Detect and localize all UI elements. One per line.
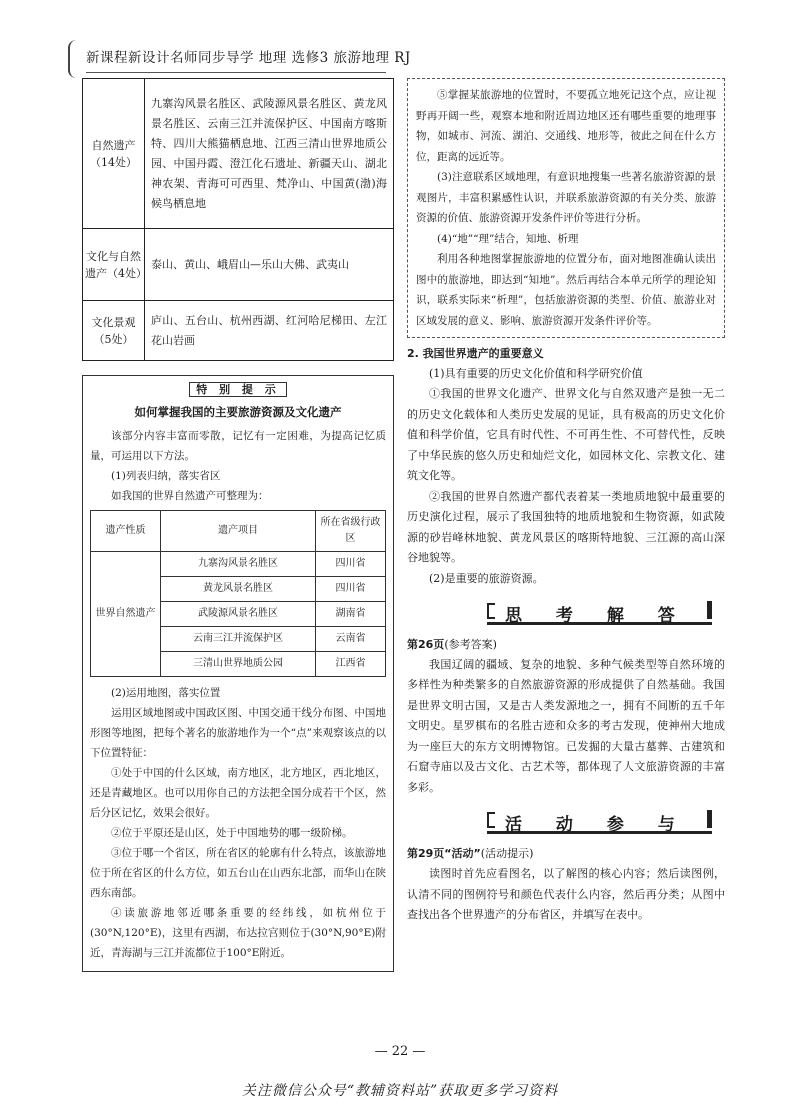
table-cell-item: 云南三江并流保护区 [161,627,316,652]
activity-heading [407,844,725,864]
tip-method-1-desc: 如我国的世界自然遗产可整理为： [111,490,269,502]
section-2-para-1: ①我国的世界文化遗产、世界文化与自然双遗产是独一无二的历史文化载体和人类历史发展的见证，具有极高的历史文化价值和科学价值，它具有时代性、不可再生性、不可替代性，反映了中华民族的悠久历史和灿烂文化，如园林文化、宗教文化、建筑文化等。 [407,387,725,482]
answer-text: 我国辽阔的疆域、复杂的地貌、多种气候类型等自然环境的多样性为种类繁多的自然旅游资源的形成提供了自然基础。我国是世界文明古国，又是古人类发源地之一，拥有不间断的五千年文明史。星罗棋布的名胜古迹和众多的考古发现，使神州大地成为一座巨大的东方文明博物馆。已发掘的大量古墓葬、古建筑和石窟寺庙以及古文化、古艺术等，都体现了人文旅游资源的丰富多彩。 [407,657,725,794]
banner-think-answer [487,601,712,625]
answer-note: (参考答案) [444,637,497,651]
header-bracket [68,40,78,78]
table-header: 遗产性质 [91,511,161,552]
answer-page: 第26页 [407,637,445,651]
table-row [83,79,394,229]
tip-method-2: (2)运用地图，落实位置 [111,687,221,699]
tip-method-3: (3)注意联系区域地理，有意识地搜集一些著名旅游资源的景观图片，丰富积累感性认识，并联系旅游资源的有关分类、旅游资源的价值、旅游资源开发条件评价等进行分析。 [416,171,716,224]
banner-bar-icon [707,810,712,828]
tip-method-1: (1)列表归纳，落实省区 [111,470,221,482]
table-cell-province: 云南省 [316,627,386,652]
banner-activity [487,810,712,834]
table-cell-province: 四川省 [316,552,386,577]
tip-title: 如何掌握我国的主要旅游资源及文化遗产 [134,405,342,419]
section-2-sub-1: (1)具有重要的历史文化价值和科学研究价值 [429,367,643,380]
page-header [72,40,732,80]
tip-method-4-desc: 利用各种地图掌握旅游地的位置分布，面对地图准确认读出图中的旅游地，即达到“知地”。然后再结合本单元所学的理论知识，联系实际来“析理”，包括旅游资源的类型、价值、旅游业对区域发展的意义、影响、旅游资源开发条件评价等。 [416,253,716,327]
table-cell-category: 文化景观（5处） [83,301,145,361]
special-tip-box [82,375,394,972]
natural-heritage-table [90,510,386,677]
table-row [83,229,394,301]
footer-note: 关注微信公众号“教辅资料站”获取更多学习资料 [241,1083,559,1099]
table-cell-province: 四川省 [316,577,386,602]
table-row [91,552,386,577]
table-cell-items: 泰山、黄山、峨眉山—乐山大佛、武夷山 [145,229,394,301]
table-cell-item: 九寨沟风景名胜区 [161,552,316,577]
activity-note: (活动提示) [480,847,534,860]
table-cell-items: 九寨沟风景名胜区、武陵源风景名胜区、黄龙风景名胜区、云南三江并流保护区、中国南方喀斯特、四川大熊猫栖息地、江西三清山世界地质公园、中国丹霞、澄江化石遗址、新疆天山、湖北神农架、青海可可西里、梵净山、中国黄(渤)海候鸟栖息地 [145,79,394,229]
right-column [407,78,725,926]
table-header: 遗产项目 [161,511,316,552]
tip-point-1: ①处于中国的什么区域，南方地区，北方地区，西北地区，还是青藏地区。也可以用你自己的方法把全国分成若干个区，然后分区记忆，效果会很好。 [90,767,386,819]
table-cell-group: 世界自然遗产 [91,552,161,677]
banner-bar-icon [707,601,712,619]
table-cell-item: 黄龙风景名胜区 [161,577,316,602]
table-cell-category: 自然遗产（14处） [83,79,145,229]
activity-text: 读图时首先应看图名，以了解图的核心内容；然后读图例，认清不同的图例符号和颜色代表什么内容，然后再分类；从图中查找出各个世界遗产的分布省区，并填写在表中。 [407,867,725,921]
tip-point-4: ④读旅游地邻近哪条重要的经纬线，如杭州位于(30°N,120°E)，这里有西湖，布达拉宫则位于(30°N,90°E)附近，青海湖与三江并流都位于100°E附近。 [90,907,386,959]
table-cell-province: 江西省 [316,652,386,677]
table-header-row [91,511,386,552]
table-header: 所在省级行政区 [316,511,386,552]
table-cell-category: 文化与自然遗产（4处） [83,229,145,301]
section-2-para-2: ②我国的世界自然遗产都代表着某一类地质地貌中最重要的历史演化过程，展示了我国独特的地质地貌和生物资源，如武陵源的砂岩峰林地貌、黄龙风景区的喀斯特地貌、三江源的高山深谷地貌等。 [407,489,725,564]
header-rule [86,72,386,73]
banner-title: 思 考 解 答 [505,605,689,626]
tip-intro: 该部分内容丰富而零散，记忆有一定困难，为提高记忆质量，可运用以下方法。 [90,430,386,462]
section-2-title: 2. 我国世界遗产的重要意义 [407,347,544,360]
header-title: 新课程新设计名师同步导学 地理 选修3 旅游地理 RJ [86,50,411,66]
page-number: — 22 — [374,1044,426,1059]
banner-title: 活 动 参 与 [505,815,689,835]
table-cell-items: 庐山、五台山、杭州西湖、红河哈尼梯田、左江花山岩画 [145,301,394,361]
table-row [83,301,394,361]
banner-mark-icon [487,812,495,828]
heritage-table [82,78,394,361]
tip-label: 特 别 提 示 [189,382,287,397]
answer-heading [407,635,725,655]
tip-point-2: ②位于平原还是山区，处于中国地势的哪一级阶梯。 [111,827,353,839]
tip-point-3: ③位于哪一个省区，所在省区的轮廓有什么特点，该旅游地位于所在省区的什么方位，如五台山在山西东北部，而华山在陕西东南部。 [90,847,386,899]
tip-method-4: (4)“地”“理”结合，知地、析理 [437,232,579,245]
banner-mark-icon [487,603,495,619]
tip-method-2-desc: 运用区域地图或中国政区图、中国交通干线分布图、中国地形图等地图，把每个著名的旅游地作为一个“点”来观察该点的以下位置特征： [90,707,386,759]
table-cell-item: 三清山世界地质公园 [161,652,316,677]
table-cell-province: 湖南省 [316,602,386,627]
section-2-sub-2: (2)是重要的旅游资源。 [429,571,544,585]
activity-page: 第29页“活动” [407,847,481,860]
left-column [82,78,394,972]
tip-point-5: ⑤掌握某旅游地的位置时，不要孤立地死记这个点，应让视野再开阔一些，观察本地和附近周边地区还有哪些重要的地理事物，如城市、河流、湖泊、交通线、地形等，彼此之间在什么方位，距离的远近等。 [416,89,716,163]
tip-continued-box [407,78,725,338]
table-cell-item: 武陵源风景名胜区 [161,602,316,627]
